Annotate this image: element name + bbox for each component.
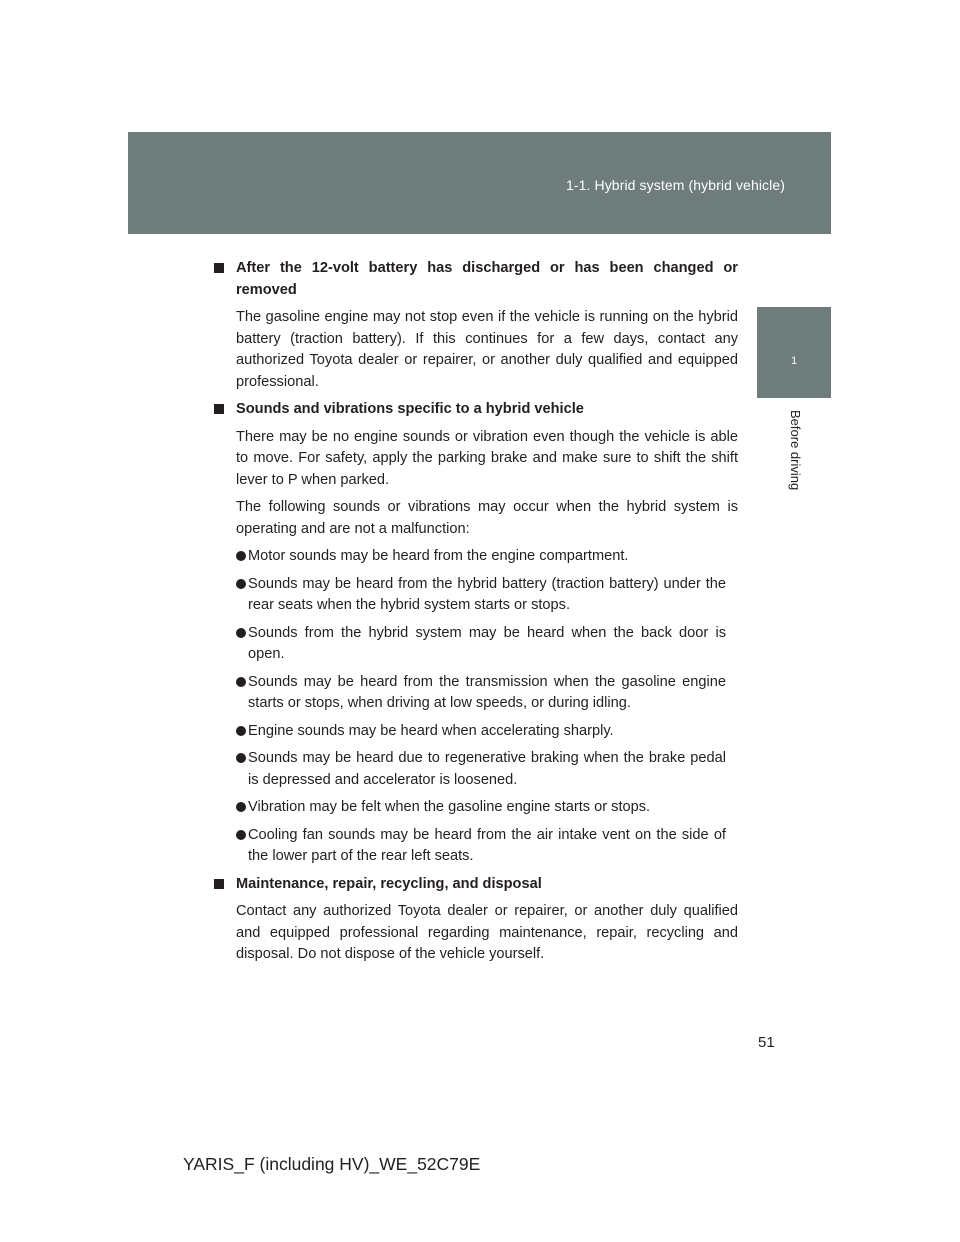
list-item (236, 672, 738, 715)
round-bullet-icon (236, 726, 246, 736)
paragraph: The gasoline engine may not stop even if the vehicle is running on the hybrid battery (traction battery). If this continues for a few days, contact any authorized Toyota dealer or repairer, or another duly qualified and equipped professional. (236, 309, 738, 390)
header-band (128, 132, 831, 234)
chapter-number: 1 (790, 355, 798, 367)
page-content (214, 258, 738, 972)
list-item-text: Sounds from the hybrid system may be heard when the back door is open. (248, 624, 726, 662)
round-bullet-icon (236, 677, 246, 687)
list-item (236, 721, 738, 743)
section-heading (214, 874, 738, 896)
list-item-text: Motor sounds may be heard from the engine compartment. (248, 548, 629, 564)
list-item-text: Sounds may be heard from the transmission when the gasoline engine starts or stops, when driving at low speeds, or during idling. (248, 673, 726, 711)
square-bullet-icon (214, 263, 224, 273)
round-bullet-icon (236, 830, 246, 840)
round-bullet-icon (236, 753, 246, 763)
round-bullet-icon (236, 579, 246, 589)
list-item-text: Cooling fan sounds may be heard from the air intake vent on the side of the lower part of the rear left seats. (248, 826, 726, 864)
list-item (236, 825, 738, 868)
bullet-list (214, 546, 738, 868)
list-item (236, 574, 738, 617)
section-heading-text: After the 12-volt battery has discharged or has been changed or removed (236, 260, 738, 298)
square-bullet-icon (214, 879, 224, 889)
chapter-label: Before driving (788, 410, 803, 491)
paragraph: The following sounds or vibrations may occur when the hybrid system is operating and are not a malfunction: (236, 499, 738, 537)
section-maintenance (214, 874, 738, 966)
list-item (236, 623, 738, 666)
list-item-text: Sounds may be heard due to regenerative braking when the brake pedal is depressed and accelerator is loosened. (248, 750, 726, 788)
document-code: YARIS_F (including HV)_WE_52C79E (183, 1154, 481, 1174)
round-bullet-icon (236, 802, 246, 812)
list-item (236, 797, 738, 819)
section-heading-text: Sounds and vibrations specific to a hybrid vehicle (236, 401, 584, 417)
section-heading (214, 399, 738, 421)
round-bullet-icon (236, 628, 246, 638)
section-sounds-vibrations (214, 399, 738, 868)
section-title: 1-1. Hybrid system (hybrid vehicle) (565, 177, 785, 193)
list-item-text: Sounds may be heard from the hybrid battery (traction battery) under the rear seats when the hybrid system starts or stops. (248, 575, 726, 613)
paragraph: Contact any authorized Toyota dealer or repairer, or another duly qualified and equipped professional regarding maintenance, repair, recycling and disposal. Do not dispose of the vehicle yourself. (236, 903, 738, 962)
section-heading (214, 258, 738, 301)
list-item (236, 748, 738, 791)
round-bullet-icon (236, 551, 246, 561)
chapter-tab (757, 307, 831, 398)
square-bullet-icon (214, 404, 224, 414)
list-item-text: Vibration may be felt when the gasoline engine starts or stops. (248, 799, 651, 815)
page-number: 51 (758, 1034, 775, 1051)
paragraph: There may be no engine sounds or vibration even though the vehicle is able to move. For safety, apply the parking brake and make sure to shift the shift lever to P when parked. (236, 428, 738, 488)
section-heading-text: Maintenance, repair, recycling, and disposal (236, 875, 542, 892)
list-item-text: Engine sounds may be heard when accelerating sharply. (248, 722, 614, 739)
list-item (236, 546, 738, 568)
section-battery-discharge (214, 258, 738, 393)
